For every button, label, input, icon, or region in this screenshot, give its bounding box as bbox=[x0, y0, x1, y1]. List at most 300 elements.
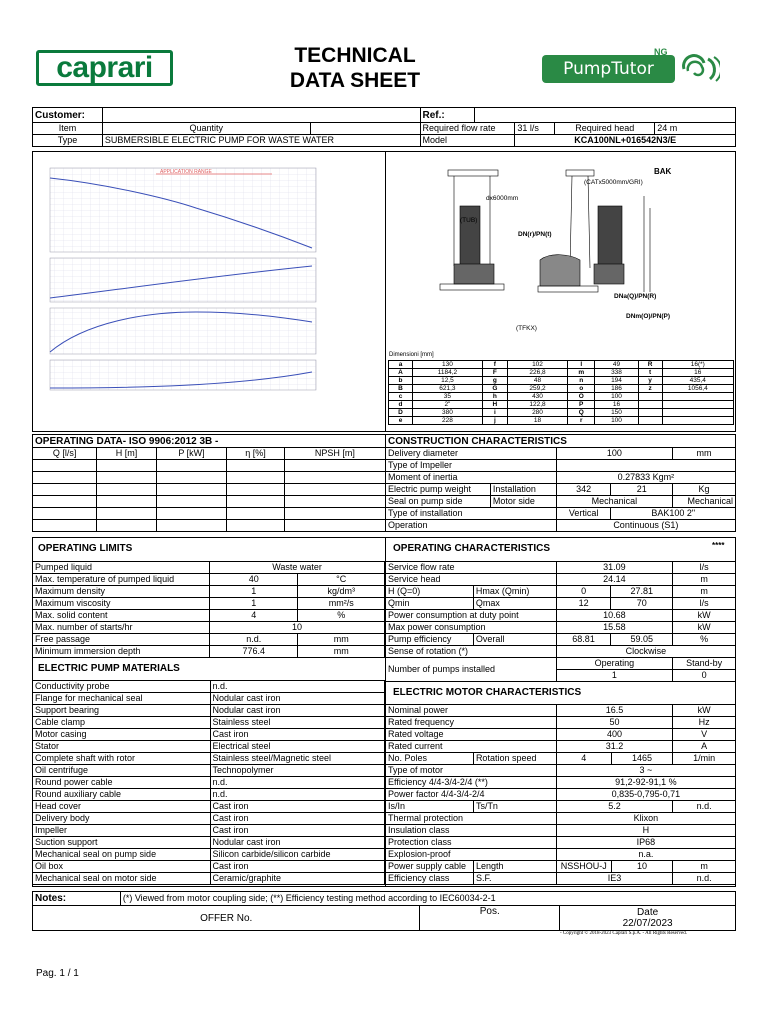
material-value: Cast iron bbox=[210, 861, 385, 873]
opdata-cell bbox=[33, 472, 97, 484]
rated-freq-unit: Hz bbox=[673, 717, 736, 729]
material-part: Conductivity probe bbox=[33, 681, 211, 693]
stars: **** bbox=[712, 541, 725, 550]
insulation-value: H bbox=[556, 825, 735, 837]
opdata-cell bbox=[33, 460, 97, 472]
dim-value: 338 bbox=[595, 369, 638, 377]
efficiency-value: 91,2-92-91,1 % bbox=[556, 777, 735, 789]
dim-value: 1184,2 bbox=[413, 369, 483, 377]
opdata-cell bbox=[284, 508, 385, 520]
dim-key: n bbox=[568, 377, 595, 385]
rated-current-unit: A bbox=[673, 741, 736, 753]
dim-key bbox=[638, 393, 662, 401]
limit-value: 40 bbox=[210, 574, 298, 586]
dim-key: j bbox=[482, 417, 507, 425]
dim-value: 16(*) bbox=[662, 361, 733, 369]
performance-curves bbox=[36, 162, 376, 412]
limit-label: Maximum viscosity bbox=[33, 598, 210, 610]
ref-value bbox=[475, 108, 736, 123]
motor-table bbox=[385, 704, 736, 885]
dim-value: 259,2 bbox=[507, 385, 567, 393]
limit-value: 1 bbox=[210, 586, 298, 598]
weight-label: Electric pump weight bbox=[386, 484, 491, 496]
dim-key: o bbox=[568, 385, 595, 393]
dim-key: O bbox=[568, 393, 595, 401]
dim-key bbox=[638, 417, 662, 425]
dx-label: dx6000mm bbox=[486, 195, 519, 202]
dim-value: 49 bbox=[595, 361, 638, 369]
inertia-value: 0.27833 Kgm² bbox=[556, 472, 735, 484]
limit-label: Minimum immersion depth bbox=[33, 646, 210, 658]
operating-characteristics-table bbox=[385, 561, 736, 682]
service-flow-label: Service flow rate bbox=[386, 562, 557, 574]
material-part: Mechanical seal on motor side bbox=[33, 873, 211, 885]
title-line2: DATA SHEET bbox=[289, 69, 421, 92]
standby-value: 0 bbox=[673, 670, 736, 682]
poles-label: No. Poles bbox=[386, 753, 474, 765]
nominal-power-label: Nominal power bbox=[386, 705, 557, 717]
dim-value: 194 bbox=[595, 377, 638, 385]
material-part: Support bearing bbox=[33, 705, 211, 717]
dimensions-title: Dimensioni [mm] bbox=[389, 352, 434, 358]
overall-label: Overall bbox=[473, 634, 556, 646]
dim-key: Q bbox=[568, 409, 595, 417]
nominal-power-unit: kW bbox=[673, 705, 736, 717]
bak-label: BAK bbox=[654, 167, 672, 176]
dim-value: 150 bbox=[595, 409, 638, 417]
motor-type-value: 3 ~ bbox=[556, 765, 735, 777]
sf-label: S.F. bbox=[473, 873, 556, 885]
max-power-label: Max power consumption bbox=[386, 622, 557, 634]
opdata-cell bbox=[227, 520, 284, 532]
opdata-cell bbox=[284, 496, 385, 508]
power-duty-label: Power consumption at duty point bbox=[386, 610, 557, 622]
motor-title: ELECTRIC MOTOR CHARACTERISTICS bbox=[393, 687, 582, 698]
material-value: Ceramic/graphite bbox=[210, 873, 385, 885]
seal-value2: Mechanical bbox=[673, 496, 736, 508]
thermal-label: Thermal protection bbox=[386, 813, 557, 825]
dim-value: 1056,4 bbox=[662, 385, 733, 393]
opdata-col-2: P [kW] bbox=[156, 448, 227, 460]
opdata-cell bbox=[284, 484, 385, 496]
dim-value bbox=[662, 393, 733, 401]
quantity-label: Quantity bbox=[102, 123, 310, 135]
service-head-value: 24.14 bbox=[556, 574, 672, 586]
dn-label: DN(r)/PN(t) bbox=[518, 231, 552, 238]
opdata-cell bbox=[156, 520, 227, 532]
ts-tn-value: n.d. bbox=[673, 801, 736, 813]
material-part: Impeller bbox=[33, 825, 211, 837]
is-in-value: 5.2 bbox=[556, 801, 673, 813]
install-type-value2: BAK100 2" bbox=[611, 508, 736, 520]
limit-value: n.d. bbox=[210, 634, 298, 646]
material-part: Delivery body bbox=[33, 813, 211, 825]
num-pumps-label: Number of pumps installed bbox=[386, 658, 557, 682]
weight-value1: 342 bbox=[556, 484, 611, 496]
req-flow-label: Required flow rate bbox=[420, 123, 515, 135]
power-duty-value: 10.68 bbox=[556, 610, 672, 622]
pump-drawing bbox=[420, 156, 720, 352]
material-part: Head cover bbox=[33, 801, 211, 813]
pump-eff-label: Pump efficiency bbox=[386, 634, 474, 646]
pumptutor-sup: NG bbox=[654, 47, 668, 57]
opdata-cell bbox=[33, 496, 97, 508]
pumptutor-logo bbox=[542, 47, 720, 85]
dim-value: 100 bbox=[595, 393, 638, 401]
material-value: Cast iron bbox=[210, 801, 385, 813]
standby-label: Stand-by bbox=[673, 658, 736, 670]
dim-value: 430 bbox=[507, 393, 567, 401]
pos-label: Pos. bbox=[420, 906, 560, 931]
limit-value: 10 bbox=[210, 622, 385, 634]
thermal-value: Klixon bbox=[556, 813, 735, 825]
limit-unit: °C bbox=[298, 574, 385, 586]
length-unit: m bbox=[673, 861, 736, 873]
rot-speed-value: 1465 bbox=[611, 753, 673, 765]
eff-class-value: IE3 bbox=[556, 873, 673, 885]
offer-label: OFFER No. bbox=[33, 906, 420, 931]
date-label: Date bbox=[637, 907, 659, 918]
req-head-label: Required head bbox=[555, 123, 655, 135]
dim-value: 226,8 bbox=[507, 369, 567, 377]
material-value: Cast iron bbox=[210, 813, 385, 825]
opdata-cell bbox=[156, 460, 227, 472]
opdata-cell bbox=[227, 496, 284, 508]
opdata-cell bbox=[33, 520, 97, 532]
rated-voltage-value: 400 bbox=[556, 729, 673, 741]
explosion-label: Explosion-proof bbox=[386, 849, 557, 861]
dd-value: 100 bbox=[556, 448, 672, 460]
dim-value: 2" bbox=[413, 401, 483, 409]
cat-label: (CATx5000mm/GRI) bbox=[584, 179, 643, 186]
construction-table bbox=[385, 447, 736, 532]
material-value: n.d. bbox=[210, 789, 385, 801]
opdata-cell bbox=[97, 472, 157, 484]
opdata-col-4: NPSH [m] bbox=[284, 448, 385, 460]
rated-current-label: Rated current bbox=[386, 741, 557, 753]
installation-label: Installation bbox=[490, 484, 556, 496]
dim-value: 280 bbox=[507, 409, 567, 417]
weight-unit: Kg bbox=[673, 484, 736, 496]
dim-key: y bbox=[638, 377, 662, 385]
dim-value: 380 bbox=[413, 409, 483, 417]
opdata-cell bbox=[284, 520, 385, 532]
cable-label: Power supply cable bbox=[386, 861, 474, 873]
dim-key: i bbox=[482, 409, 507, 417]
cable-value: NSSHOU-J bbox=[556, 861, 611, 873]
dd-unit: mm bbox=[673, 448, 736, 460]
service-flow-unit: l/s bbox=[673, 562, 736, 574]
material-part: Motor casing bbox=[33, 729, 211, 741]
item-label: Item bbox=[33, 123, 103, 135]
dim-value: 122,8 bbox=[507, 401, 567, 409]
dim-value: 130 bbox=[413, 361, 483, 369]
opdata-cell bbox=[227, 484, 284, 496]
notes-label: Notes: bbox=[33, 892, 121, 906]
dim-key: h bbox=[482, 393, 507, 401]
sf-value: n.d. bbox=[673, 873, 736, 885]
dim-key: B bbox=[389, 385, 413, 393]
q-unit: l/s bbox=[673, 598, 736, 610]
dim-value bbox=[662, 417, 733, 425]
material-part: Oil box bbox=[33, 861, 211, 873]
dim-key: d bbox=[389, 401, 413, 409]
operating-value: 1 bbox=[556, 670, 672, 682]
opdata-cell bbox=[227, 472, 284, 484]
protection-label: Protection class bbox=[386, 837, 557, 849]
construction-title: CONSTRUCTION CHARACTERISTICS bbox=[388, 436, 567, 447]
efficiency-label: Efficiency 4/4-3/4-2/4 (**) bbox=[386, 777, 557, 789]
qmin-label: Qmin bbox=[386, 598, 474, 610]
operation-label: Operation bbox=[386, 520, 557, 532]
length-value: 10 bbox=[611, 861, 673, 873]
material-part: Cable clamp bbox=[33, 717, 211, 729]
length-label: Length bbox=[473, 861, 556, 873]
material-part: Mechanical seal on pump side bbox=[33, 849, 211, 861]
materials-title: ELECTRIC PUMP MATERIALS bbox=[38, 663, 180, 674]
dim-value bbox=[662, 401, 733, 409]
title-line1: TECHNICAL bbox=[294, 44, 416, 67]
dim-value: 186 bbox=[595, 385, 638, 393]
is-in-label: Is/In bbox=[386, 801, 474, 813]
max-power-unit: kW bbox=[673, 622, 736, 634]
dim-key bbox=[638, 409, 662, 417]
opdata-cell bbox=[97, 460, 157, 472]
dim-key: m bbox=[568, 369, 595, 377]
opdata-col-3: η [%] bbox=[227, 448, 284, 460]
weight-value2: 21 bbox=[611, 484, 673, 496]
service-head-label: Service head bbox=[386, 574, 557, 586]
opdata-cell bbox=[156, 508, 227, 520]
opdata-cell bbox=[97, 508, 157, 520]
operating-characteristics-title: OPERATING CHARACTERISTICS bbox=[393, 543, 551, 554]
page-number: Pag. 1 / 1 bbox=[36, 968, 79, 979]
material-value: Stainless steel/Magnetic steel bbox=[210, 753, 385, 765]
dim-value: 435,4 bbox=[662, 377, 733, 385]
limit-unit: mm²/s bbox=[298, 598, 385, 610]
dnm-label: DNm(O)/PN(P) bbox=[626, 313, 671, 320]
dim-key: F bbox=[482, 369, 507, 377]
notes-table bbox=[32, 891, 736, 931]
rated-freq-value: 50 bbox=[556, 717, 673, 729]
hmax-value: 27.81 bbox=[611, 586, 673, 598]
dim-key: z bbox=[638, 385, 662, 393]
req-head-value: 24 m bbox=[655, 123, 736, 135]
opdata-col-1: H [m] bbox=[97, 448, 157, 460]
dim-key: e bbox=[389, 417, 413, 425]
model-label: Model bbox=[420, 135, 515, 147]
caprari-logo: caprari bbox=[36, 50, 173, 86]
max-power-value: 15.58 bbox=[556, 622, 672, 634]
material-value: n.d. bbox=[210, 777, 385, 789]
limit-label: Maximum density bbox=[33, 586, 210, 598]
copyright: - Copyright © 2018-2023 Caprari S.p.A. - All Rights Reserved. bbox=[560, 931, 687, 936]
seal-value1: Mechanical bbox=[556, 496, 672, 508]
opdata-cell bbox=[156, 496, 227, 508]
date-cell bbox=[560, 906, 736, 931]
dim-key: H bbox=[482, 401, 507, 409]
page-title bbox=[250, 43, 460, 93]
curves-divider bbox=[385, 151, 386, 432]
customer-label: Customer: bbox=[33, 108, 103, 123]
dimensions-table bbox=[388, 360, 734, 425]
opdata-cell bbox=[97, 484, 157, 496]
type-value: SUBMERSIBLE ELECTRIC PUMP FOR WASTE WATER bbox=[102, 135, 420, 147]
material-part: Complete shaft with rotor bbox=[33, 753, 211, 765]
power-factor-value: 0,835-0,795-0,71 bbox=[556, 789, 735, 801]
dim-key: G bbox=[482, 385, 507, 393]
limit-unit: mm bbox=[298, 646, 385, 658]
material-value: n.d. bbox=[210, 681, 385, 693]
limit-label: Pumped liquid bbox=[33, 562, 210, 574]
material-value: Nodular cast iron bbox=[210, 837, 385, 849]
h-unit: m bbox=[673, 586, 736, 598]
material-value: Silicon carbide/silicon carbide bbox=[210, 849, 385, 861]
limit-value: Waste water bbox=[210, 562, 385, 574]
opdata-cell bbox=[97, 520, 157, 532]
operating-limits-title: OPERATING LIMITS bbox=[38, 543, 133, 554]
limit-label: Max. solid content bbox=[33, 610, 210, 622]
operating-label: Operating bbox=[556, 658, 672, 670]
material-part: Round auxiliary cable bbox=[33, 789, 211, 801]
model-value: KCA100NL+016542N3/E bbox=[515, 135, 736, 147]
tfkx-label: (TFKX) bbox=[516, 325, 537, 332]
dim-value: 35 bbox=[413, 393, 483, 401]
insulation-label: Insulation class bbox=[386, 825, 557, 837]
material-part: Oil centrifuge bbox=[33, 765, 211, 777]
material-value: Stainless steel bbox=[210, 717, 385, 729]
opdata-cell bbox=[33, 484, 97, 496]
req-flow-value: 31 l/s bbox=[515, 123, 555, 135]
pump-eff-value: 68.81 bbox=[556, 634, 611, 646]
dim-key: A bbox=[389, 369, 413, 377]
pumptutor-label: PumpTutor bbox=[542, 55, 675, 83]
rot-speed-label: Rotation speed bbox=[473, 753, 556, 765]
nominal-power-value: 16.5 bbox=[556, 705, 673, 717]
opdata-cell bbox=[97, 496, 157, 508]
material-value: Nodular cast iron bbox=[210, 705, 385, 717]
opdata-cell bbox=[33, 508, 97, 520]
material-value: Cast iron bbox=[210, 729, 385, 741]
material-part: Round power cable bbox=[33, 777, 211, 789]
dim-key: P bbox=[568, 401, 595, 409]
operating-limits-table bbox=[32, 561, 385, 658]
rotation-value: Clockwise bbox=[556, 646, 735, 658]
ref-label: Ref.: bbox=[420, 108, 475, 123]
rated-freq-label: Rated frequency bbox=[386, 717, 557, 729]
dim-key: a bbox=[389, 361, 413, 369]
opdata-cell bbox=[227, 460, 284, 472]
service-head-unit: m bbox=[673, 574, 736, 586]
swirl-icon bbox=[678, 53, 720, 85]
h-q0-label: H (Q=0) bbox=[386, 586, 474, 598]
install-type-label: Type of installation bbox=[386, 508, 557, 520]
limit-label: Free passage bbox=[33, 634, 210, 646]
eff-class-label: Efficiency class bbox=[386, 873, 474, 885]
dim-value: 228 bbox=[413, 417, 483, 425]
dim-key bbox=[638, 401, 662, 409]
tub-label: (TUB) bbox=[460, 217, 478, 224]
dim-key: b bbox=[389, 377, 413, 385]
operation-value: Continuous (S1) bbox=[556, 520, 735, 532]
opdata-col-0: Q [l/s] bbox=[33, 448, 97, 460]
dim-value bbox=[662, 409, 733, 417]
h-q0-value: 0 bbox=[556, 586, 611, 598]
material-part: Stator bbox=[33, 741, 211, 753]
top-info-table bbox=[32, 107, 736, 147]
power-factor-label: Power factor 4/4-3/4-2/4 bbox=[386, 789, 557, 801]
motor-side-label: Motor side bbox=[490, 496, 556, 508]
seal-pump-label: Seal on pump side bbox=[386, 496, 491, 508]
qmax-label: Qmax bbox=[473, 598, 556, 610]
dim-key: D bbox=[389, 409, 413, 417]
dim-key: l bbox=[568, 361, 595, 369]
opdata-cell bbox=[284, 472, 385, 484]
opdata-cell bbox=[156, 484, 227, 496]
hmax-label: Hmax (Qmin) bbox=[473, 586, 556, 598]
limit-unit: mm bbox=[298, 634, 385, 646]
power-duty-unit: kW bbox=[673, 610, 736, 622]
explosion-value: n.a. bbox=[556, 849, 735, 861]
opdata-cell bbox=[156, 472, 227, 484]
service-flow-value: 31.09 bbox=[556, 562, 672, 574]
quantity-value bbox=[310, 123, 420, 135]
dim-key: R bbox=[638, 361, 662, 369]
impeller-type-value bbox=[556, 460, 735, 472]
dim-key: f bbox=[482, 361, 507, 369]
dim-value: 16 bbox=[662, 369, 733, 377]
impeller-type-label: Type of Impeller bbox=[386, 460, 557, 472]
opdata-cell bbox=[284, 460, 385, 472]
protection-value: IP68 bbox=[556, 837, 735, 849]
material-part: Flange for mechanical seal bbox=[33, 693, 211, 705]
material-value: Nodular cast iron bbox=[210, 693, 385, 705]
operating-data-table bbox=[32, 447, 386, 532]
dim-value: 48 bbox=[507, 377, 567, 385]
rot-speed-unit: 1/min bbox=[673, 753, 736, 765]
limit-label: Max. temperature of pumped liquid bbox=[33, 574, 210, 586]
motor-type-label: Type of motor bbox=[386, 765, 557, 777]
application-range-label: APPLICATION RANGE bbox=[160, 169, 212, 175]
dna-label: DNa(Q)/PN(R) bbox=[614, 293, 657, 300]
pump-eff-unit: % bbox=[673, 634, 736, 646]
date-value: 22/07/2023 bbox=[622, 918, 673, 929]
ts-tn-label: Ts/Tn bbox=[473, 801, 556, 813]
material-value: Electrical steel bbox=[210, 741, 385, 753]
dim-key: r bbox=[568, 417, 595, 425]
qmax-value: 70 bbox=[611, 598, 673, 610]
material-part: Suction support bbox=[33, 837, 211, 849]
dim-key: g bbox=[482, 377, 507, 385]
dim-value: 621,3 bbox=[413, 385, 483, 393]
material-value: Cast iron bbox=[210, 825, 385, 837]
rated-voltage-label: Rated voltage bbox=[386, 729, 557, 741]
rotation-label: Sense of rotation (*) bbox=[386, 646, 557, 658]
opdata-cell bbox=[227, 508, 284, 520]
material-value: Technopolymer bbox=[210, 765, 385, 777]
overall-value: 59.05 bbox=[611, 634, 673, 646]
notes-text: (*) Viewed from motor coupling side; (**) Efficiency testing method according to IEC60034-2-1 bbox=[120, 892, 735, 906]
limit-value: 4 bbox=[210, 610, 298, 622]
dim-value: 102 bbox=[507, 361, 567, 369]
limit-label: Max. number of starts/hr bbox=[33, 622, 210, 634]
dim-key: c bbox=[389, 393, 413, 401]
inertia-label: Moment of inertia bbox=[386, 472, 557, 484]
install-type-value1: Vertical bbox=[556, 508, 611, 520]
materials-table bbox=[32, 680, 385, 885]
limit-value: 776.4 bbox=[210, 646, 298, 658]
dim-value: 18 bbox=[507, 417, 567, 425]
